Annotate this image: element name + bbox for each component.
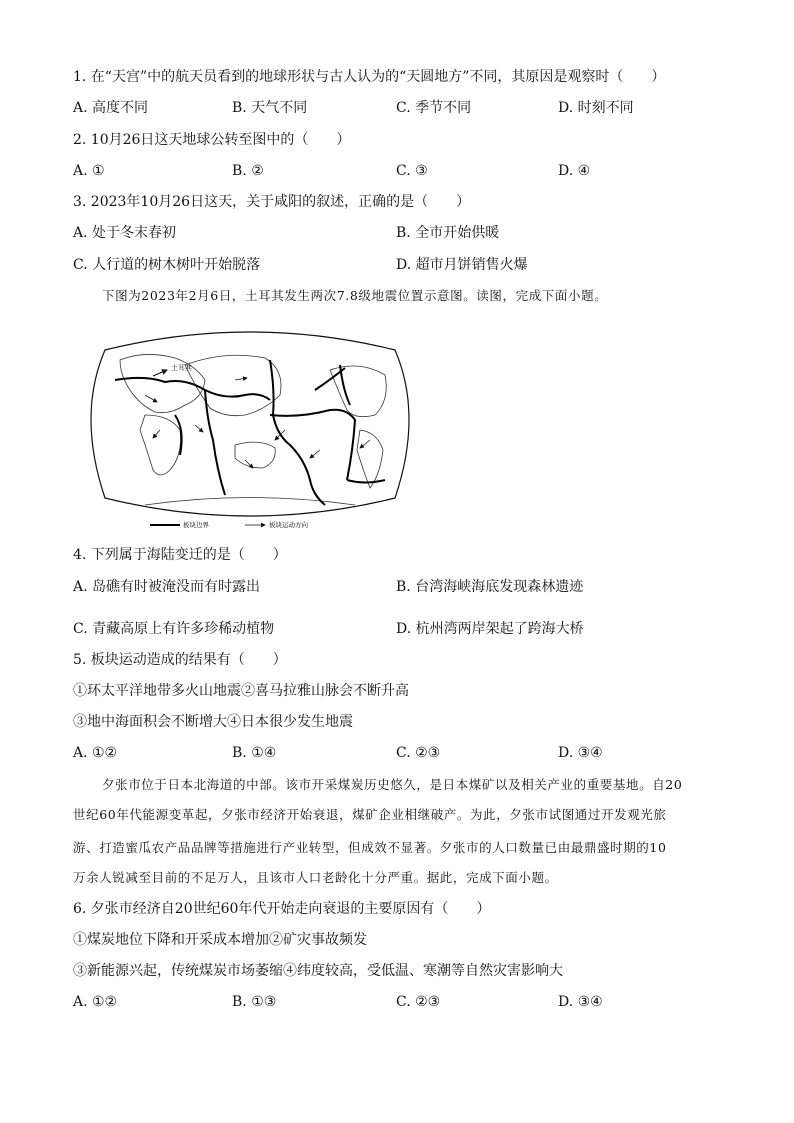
q6-stem: 6. 夕张市经济自20世纪60年代开始走向衰退的主要原因有（ ） bbox=[73, 901, 491, 917]
map-frame bbox=[91, 332, 409, 516]
q3-option-c: C. 人行道的树木树叶开始脱落 bbox=[73, 257, 261, 273]
q5-option-c: C. ②③ bbox=[396, 745, 441, 761]
q4-option-b: B. 台湾海峡海底发现森林遗迹 bbox=[396, 579, 584, 595]
q4-option-c: C. 青藏高原上有许多珍稀动植物 bbox=[73, 621, 275, 637]
passage-yubari-line2: 世纪60年代能源变革起，夕张市经济开始衰退，煤矿企业相继破产。为此，夕张市试图通过开发观光旅 bbox=[73, 807, 667, 822]
q5-option-d: D. ③④ bbox=[558, 745, 603, 761]
q4-option-d: D. 杭州湾两岸架起了跨海大桥 bbox=[396, 621, 584, 637]
q1-option-c: C. 季节不同 bbox=[396, 100, 472, 116]
q3-option-a: A. 处于冬末春初 bbox=[73, 225, 177, 241]
q2-option-b: B. ② bbox=[232, 163, 264, 179]
passage-yubari-line1: 夕张市位于日本北海道的中部。该市开采煤炭历史悠久，是日本煤矿以及相关产业的重要基地。自20 bbox=[102, 777, 683, 792]
q2-option-c: C. ③ bbox=[396, 163, 428, 179]
q2-option-a: A. ① bbox=[73, 163, 105, 179]
passage-yubari-line4: 万余人锐减至目前的不足万人，且该市人口老龄化十分严重。据此，完成下面小题。 bbox=[73, 870, 558, 885]
q1-stem: 1. 在“天宫”中的航天员看到的地球形状与古人认为的“天圆地方”不同，其原因是观察时（ ） bbox=[73, 69, 666, 85]
q5-option-b: B. ①④ bbox=[232, 745, 277, 761]
q2-stem: 2. 10月26日这天地球公转至图中的（ ） bbox=[73, 132, 351, 148]
turkey-label: 土耳其 bbox=[171, 364, 192, 372]
q3-stem: 3. 2023年10月26日这天，关于咸阳的叙述，正确的是（ ） bbox=[73, 194, 471, 210]
legend-boundary-label: 板块边界 bbox=[183, 521, 209, 529]
plate-tectonics-world-map bbox=[85, 320, 415, 532]
q2-option-d: D. ④ bbox=[558, 163, 591, 179]
q5-option-a: A. ①② bbox=[73, 745, 118, 761]
q1-option-a: A. 高度不同 bbox=[73, 100, 149, 116]
q4-stem: 4. 下列属于海陆变迁的是（ ） bbox=[73, 547, 287, 563]
passage-map-intro: 下图为2023年2月6日，土耳其发生两次7.8级地震位置示意图。读图，完成下面小题。 bbox=[102, 288, 608, 303]
q5-stem: 5. 板块运动造成的结果有（ ） bbox=[73, 652, 287, 668]
passage-yubari-line3: 游、打造蜜瓜农产品品牌等措施进行产业转型，但成效不显著。夕张市的人口数量已由最鼎盛时期的10 bbox=[73, 840, 667, 855]
q6-option-b: B. ①③ bbox=[232, 994, 277, 1010]
q3-option-d: D. 超市月饼销售火爆 bbox=[396, 257, 528, 273]
q5-statement-line1: ①环太平洋地带多火山地震②喜马拉雅山脉会不断升高 bbox=[73, 683, 409, 699]
q4-option-a: A. 岛礁有时被淹没而有时露出 bbox=[73, 579, 261, 595]
legend-motion-label: 板块运动方向 bbox=[269, 521, 308, 529]
q1-option-b: B. 天气不同 bbox=[232, 100, 308, 116]
q1-option-d: D. 时刻不同 bbox=[558, 100, 634, 116]
q6-statement-line1: ①煤炭地位下降和开采成本增加②矿灾事故频发 bbox=[73, 932, 367, 948]
q5-statement-line2: ③地中海面积会不断增大④日本很少发生地震 bbox=[73, 714, 353, 730]
q6-option-a: A. ①② bbox=[73, 994, 118, 1010]
q6-statement-line2: ③新能源兴起，传统煤炭市场萎缩④纬度较高，受低温、寒潮等自然灾害影响大 bbox=[73, 963, 563, 979]
q3-option-b: B. 全市开始供暖 bbox=[396, 225, 500, 241]
q6-option-d: D. ③④ bbox=[558, 994, 603, 1010]
q6-option-c: C. ②③ bbox=[396, 994, 441, 1010]
